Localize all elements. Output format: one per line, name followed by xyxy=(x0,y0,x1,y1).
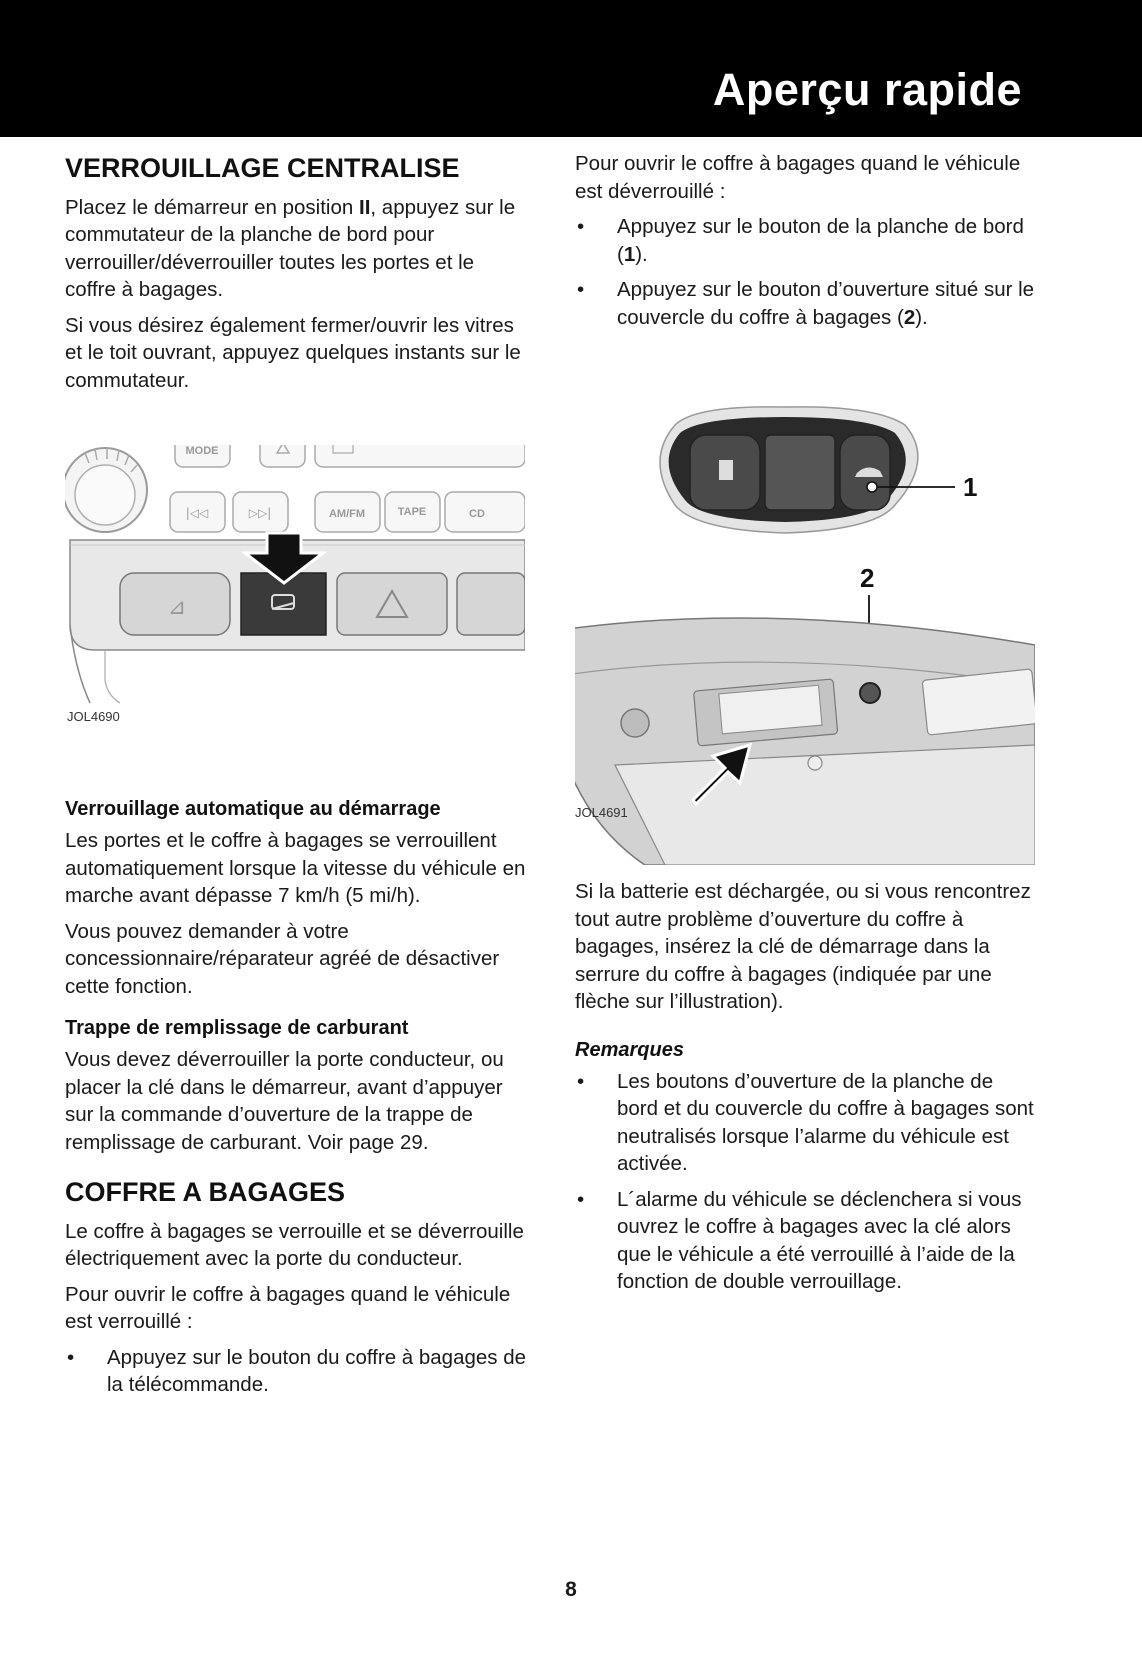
figure-code: JOL4691 xyxy=(575,805,628,820)
central-locking-section xyxy=(65,150,527,402)
luggage-heading: COFFRE A BAGAGES xyxy=(65,1177,346,1207)
luggage-bullets xyxy=(65,1344,527,1399)
page-title: Aperçu rapide xyxy=(712,64,1022,115)
unlocked-bullets xyxy=(575,213,1037,331)
battery-para: Si la batterie est déchargée, ou si vous rencontrez tout autre problème d’ouverture du coffre à bagages, insérez la clé de démarrage dans la serrure du coffre à bagages (indiquée par une flèche sur l’illustration). xyxy=(575,880,1031,1013)
auto-locking-heading: Verrouillage automatique au démarrage xyxy=(65,798,441,820)
remarks-bullets xyxy=(575,1068,1037,1296)
unlocked-intro: Pour ouvrir le coffre à bagages quand le véhicule est déverrouillé : xyxy=(575,152,1021,203)
left-lower-section xyxy=(65,795,527,1407)
figure-code: JOL4690 xyxy=(67,709,120,724)
trunk-release-illustration xyxy=(575,405,1035,865)
right-lower-section xyxy=(575,878,1037,1304)
svg-text:▷▷|: ▷▷| xyxy=(248,506,272,520)
callout-1: 1 xyxy=(963,472,978,502)
list-item: • L´alarme du véhicule se déclenchera si vous ouvrez le coffre à bagages avec la clé alors que le véhicule a été verrouillé à l’aide de la fonction de double verrouillage. xyxy=(575,1186,1037,1296)
amfm-label: AM/FM xyxy=(328,508,366,520)
central-locking-para-2: Si vous désirez également fermer/ouvrir les vitres et le toit ouvrant, appuyez quelques instants sur le commutateur. xyxy=(65,313,521,392)
auto-locking-para-1: Les portes et le coffre à bagages se verrouillent automatiquement lorsque la vitesse du véhicule en marche avant dépasse 7 km/h (5 mi/h). xyxy=(65,829,526,907)
mode-label: MODE xyxy=(185,445,219,457)
svg-text:|◁◁: |◁◁ xyxy=(185,506,209,520)
fuel-pump-icon xyxy=(719,460,733,480)
cd-label: CD xyxy=(469,508,485,520)
luggage-para-2: Pour ouvrir le coffre à bagages quand le véhicule est verrouillé : xyxy=(65,1282,511,1334)
central-locking-para-1: Placez le démarreur en position II, appuyez sur le commutateur de la planche de bord pour verrouiller/déverrouiller toutes les portes et le coffre à bagages. xyxy=(65,195,516,302)
dashboard-drawing xyxy=(65,445,525,765)
callout-2: 2 xyxy=(860,563,875,593)
trunk-drawing xyxy=(575,405,1035,865)
list-item: • Appuyez sur le bouton de la planche de bord (1). xyxy=(575,213,1037,268)
unlocked-trunk-section xyxy=(575,150,1037,339)
tape-label: TAPE xyxy=(397,506,427,518)
fuel-flap-para: Vous devez déverrouiller la porte conducteur, ou placer la clé dans le démarreur, avant d’appuyer sur la commande d’ouverture de la trappe de remplissage de carburant. Voir page 29. xyxy=(65,1048,504,1154)
fuel-flap-heading: Trappe de remplissage de carburant xyxy=(65,1017,409,1039)
page-number: 8 xyxy=(565,1578,577,1601)
list-item: • Les boutons d’ouverture de la planche de bord et du couvercle du coffre à bagages sont neutralisés lorsque l’alarme du véhicule est activée. xyxy=(575,1068,1037,1178)
lid-release-button xyxy=(860,683,880,703)
auto-locking-para-2: Vous pouvez demander à votre concessionnaire/réparateur agréé de désactiver cette fonction. xyxy=(65,919,500,998)
dashboard-lock-switch-illustration xyxy=(65,445,525,765)
list-item: • Appuyez sur le bouton du coffre à bagages de la télécommande. xyxy=(65,1344,527,1399)
remarks-heading: Remarques xyxy=(575,1038,684,1061)
list-item: • Appuyez sur le bouton d’ouverture situé sur le couvercle du coffre à bagages (2). xyxy=(575,276,1037,331)
central-locking-heading: VERROUILLAGE CENTRALISE xyxy=(65,153,460,183)
svg-text:⊿: ⊿ xyxy=(167,595,187,620)
page-header xyxy=(0,0,1142,137)
luggage-para-1: Le coffre à bagages se verrouille et se déverrouille électriquement avec la porte du conducteur. xyxy=(65,1219,524,1271)
